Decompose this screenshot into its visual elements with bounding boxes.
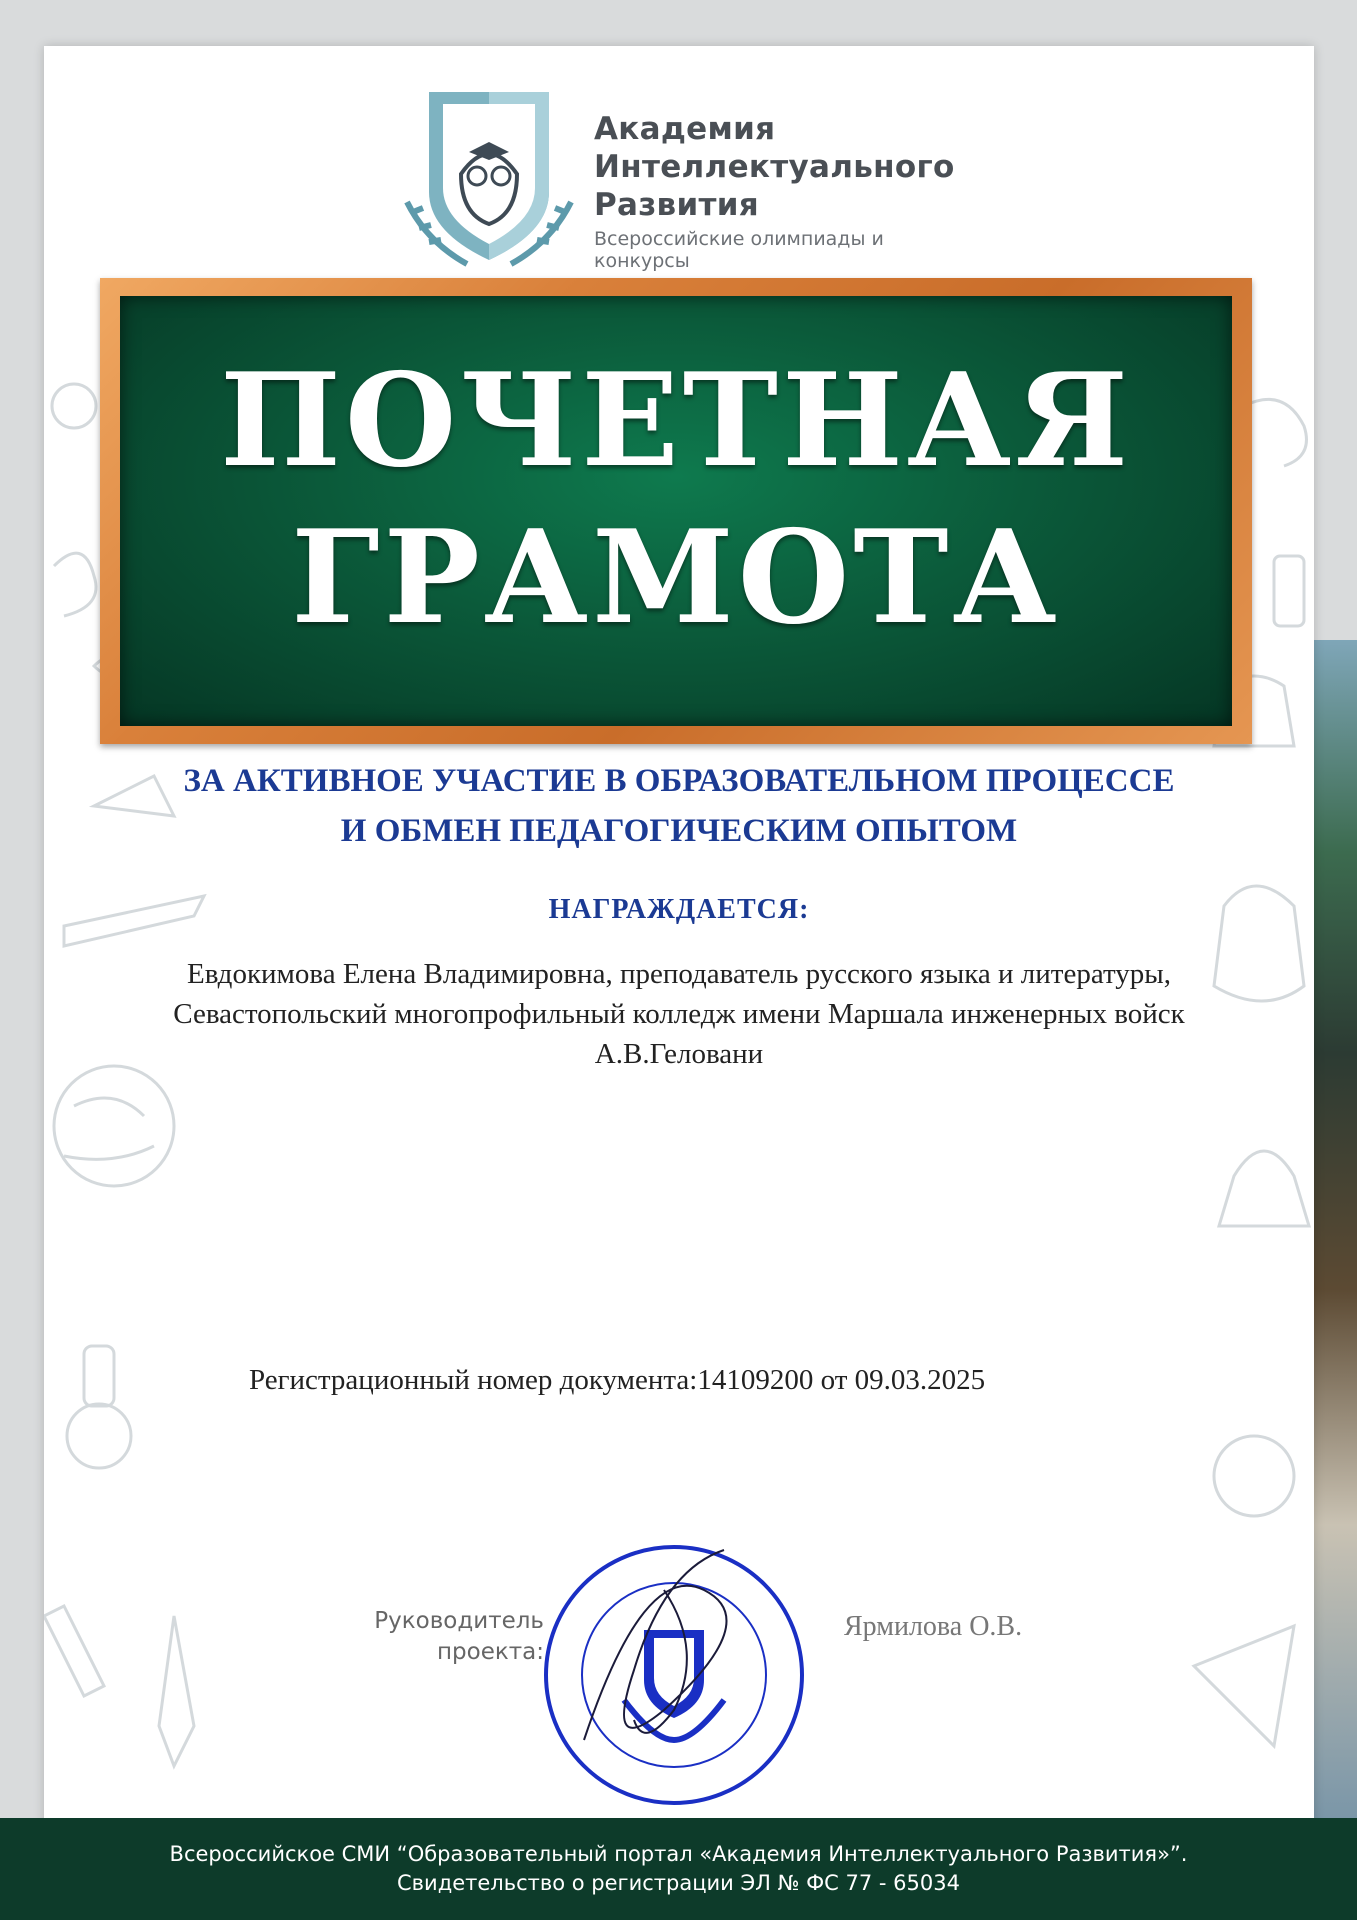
academy-shield-icon <box>399 82 579 272</box>
logo-name-line1: Академия <box>594 111 776 147</box>
awarded-label: НАГРАЖДАЕТСЯ: <box>548 894 810 925</box>
footer-bar <box>0 1818 1357 1920</box>
logo-subtitle: Всероссийские олимпиады и конкурсы <box>594 228 884 272</box>
certificate-sheet <box>44 46 1314 1920</box>
logo-name-line2: Интеллектуального <box>594 149 955 185</box>
recipient-line3: А.В.Геловани <box>594 1038 764 1070</box>
certificate-title-line1: ПОЧЕТНАЯ <box>219 346 1133 496</box>
chalkboard-frame <box>100 278 1252 744</box>
official-stamp <box>544 1530 834 1820</box>
recipient-line2: Севастопольский многопрофильный колледж имени Маршала инженерных войск <box>173 998 1185 1030</box>
logo-name-line3: Развития <box>594 187 759 223</box>
signature-role-line1: Руководитель <box>374 1608 544 1634</box>
signer-name: Ярмилова О.В. <box>844 1611 1023 1642</box>
signature-role-line2: проекта: <box>437 1639 544 1665</box>
footer-line1: Всероссийское СМИ “Образовательный портал «Академия Интеллектуального Развития»”. <box>169 1842 1188 1866</box>
footer-line2: Свидетельство о регистрации ЭЛ № ФС 77 - 65034 <box>397 1871 960 1895</box>
recipient-line1: Евдокимова Елена Владимировна, преподаватель русского языка и литературы, <box>187 958 1171 990</box>
award-reason-line2: И ОБМЕН ПЕДАГОГИЧЕСКИМ ОПЫТОМ <box>340 813 1018 849</box>
signature-role <box>344 1606 544 1668</box>
award-reason-line1: ЗА АКТИВНОЕ УЧАСТИЕ В ОБРАЗОВАТЕЛЬНОМ ПРОЦЕССЕ <box>183 763 1175 799</box>
chalkboard <box>120 296 1232 726</box>
certificate-title-line2: ГРАМОТА <box>291 503 1061 653</box>
academy-logo <box>399 82 959 272</box>
registration-number: Регистрационный номер документа:14109200 от 09.03.2025 <box>249 1364 986 1396</box>
